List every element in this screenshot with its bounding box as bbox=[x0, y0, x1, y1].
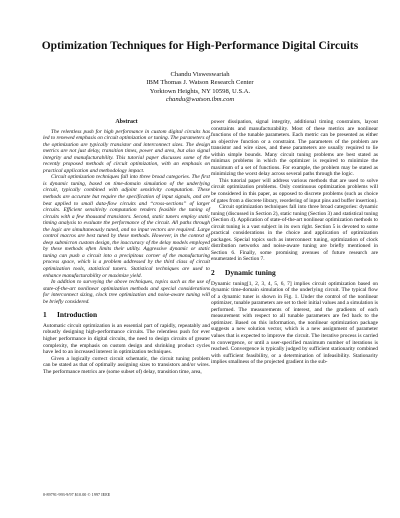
body-paragraph: Dynamic tuning[1, 2, 3, 4, 5, 6, 7] implies circuit optimization based on dynamic time-domain simulation of the underlying circuit. The typical flow of a dynamic tuner is shown in Fig. 1. Under the control of the nonlinear optimizer, tunable parameters are set to their initial values and a simulation is performed. The measurements of interest, and the gradients of each measurement with respect to all tunable parameters are fed back to the optimizer. Based on this information, the nonlinear optimization package suggests a new solution vector, which is a new assignment of parameter values that is expected to improve the circuit. The iterative process is carried to convergence, or until a user-specified maximum number of iterations is reached. Convergence is typically judged by sufficient stationarity combined with sufficient feasibility, or a determination of infeasibility. Stationarity implies smallness of the projected gradient in the sub- bbox=[211, 280, 378, 366]
section-number: 1 bbox=[43, 310, 47, 320]
section-heading-introduction bbox=[43, 312, 210, 319]
right-column bbox=[211, 119, 378, 366]
dynamic-tuning-body bbox=[211, 281, 378, 366]
introduction-continued bbox=[211, 119, 378, 263]
left-column bbox=[43, 119, 210, 375]
paper-title: Optimization Techniques for High-Performance Digital Circuits bbox=[41, 40, 359, 52]
author-address: Yorktown Heights, NY 10598, U.S.A. bbox=[149, 87, 251, 95]
body-paragraph: Given a logically correct circuit schematic, the circuit tuning problem can be stated as that of optimally assigning sizes to transistors and/or wires. The performance metrics are (some subset of) delay, transition time, area, bbox=[43, 355, 210, 375]
section-number: 2 bbox=[211, 268, 215, 278]
abstract-heading: Abstract bbox=[115, 119, 138, 125]
abstract-paragraph: In addition to surveying the above techniques, topics such as the use of state-of-the-art nonlinear optimization methods and special considerations for interconnect sizing, clock tree optimization and noise-aware tuning will be briefly considered. bbox=[43, 279, 210, 305]
author-name: Chandu Visweswariah bbox=[170, 71, 230, 78]
author-email: chandu@watson.ibm.com bbox=[165, 96, 235, 104]
body-paragraph: This tutorial paper will address various methods that are used to solve circuit optimization problems. Only continuous optimization problems will be considered in this paper, as opposed to discrete problems (such as choice of gates from a discrete library, reordering of input pins and buffer insertion). bbox=[211, 177, 378, 204]
author-affiliation: IBM Thomas J. Watson Research Center bbox=[146, 79, 254, 87]
section-title: Introduction bbox=[57, 310, 98, 320]
introduction-body bbox=[43, 323, 210, 375]
abstract-paragraph: The relentless push for high performance in custom digital circuits has led to renewed emphasis on circuit optimization or tuning. The parameters of the optimization are typically transistor and interconnect sizes. The design metrics are not just delay, transition times, power and area, but also signal integrity and manufacturability. This tutorial paper discusses some of the recently proposed methods of circuit optimization, with an emphasis on practical application and methodology impact. bbox=[43, 128, 210, 174]
abstract bbox=[43, 129, 210, 306]
body-paragraph: Automatic circuit optimization is an essential part of rapidly, repeatably and robustly designing high-performance circuits. The relentless push for ever higher performance in digital circuits, the need to design circuits of greater complexity, the emphasis on custom design and shrinking product cycles have led to an increased interest in optimization techniques. bbox=[43, 322, 210, 356]
abstract-paragraph: Circuit optimization techniques fall into three broad categories. The first is dynamic tuning, based on time-domain simulation of the underlying circuit, typically combined with adjoint sensitivity computation. These methods are accurate but require the specification of input signals, and are best applied to small data-flow circuits and “cross-sections” of larger circuits. Efficient sensitivity computation renders feasible the tuning of circuits with a few thousand transistors. Second, static tuners employ static timing analysis to evaluate the performance of the circuit. All paths through the logic are simultaneously tuned, and no input vectors are required. Large control macros are best tuned by these methods. However, in the context of deep submicron custom design, the inaccuracy of the delay models employed by these methods often limits their utility. Aggressive dynamic or static tuning can push a circuit into a precipitous corner of the manufacturing process space, which is a problem addressed by the third class of circuit optimization tools, statistical tuners. Statistical techniques are used to enhance manufacturability or maximize yield. bbox=[43, 174, 210, 279]
section-heading-dynamic-tuning bbox=[211, 270, 378, 277]
body-paragraph: power dissipation, signal integrity, additional timing constraints, layout constraints and manufacturability. Most of these metrics are nonlinear functions of the tunable parameters. Each metric can be presented as either an objective function or a constraint. The parameters of the problem are transistor and wire sizes, and these parameters are usually required to lie within simple bounds. Many circuit tuning problems are best stated as minimax problems in which the optimizer is required to minimize the maximum of a set of functions. For example, the problem may be stated as minimizing the worst delay across several paths through the logic. bbox=[211, 119, 378, 178]
copyright-footer: 0-89791-993-9/97 $10.00 © 1997 IEEE bbox=[43, 492, 111, 497]
body-paragraph: Circuit optimization techniques fall into three broad categories: dynamic tuning (discussed in Section 2), static tuning (Section 3) and statistical tuning (Section 4). Application of state-of-the-art nonlinear optimization methods to circuit tuning is a vast subject in its own right. Section 5 is devoted to some practical considerations in the choice and application of optimization packages. Special topics such as interconnect tuning, optimization of clock distribution networks and noise-aware tuning are briefly mentioned in Section 6. Finally, some promising avenues of future research are enumerated in Section 7. bbox=[211, 204, 378, 263]
section-title: Dynamic tuning bbox=[225, 268, 276, 278]
author-block bbox=[0, 71, 400, 105]
